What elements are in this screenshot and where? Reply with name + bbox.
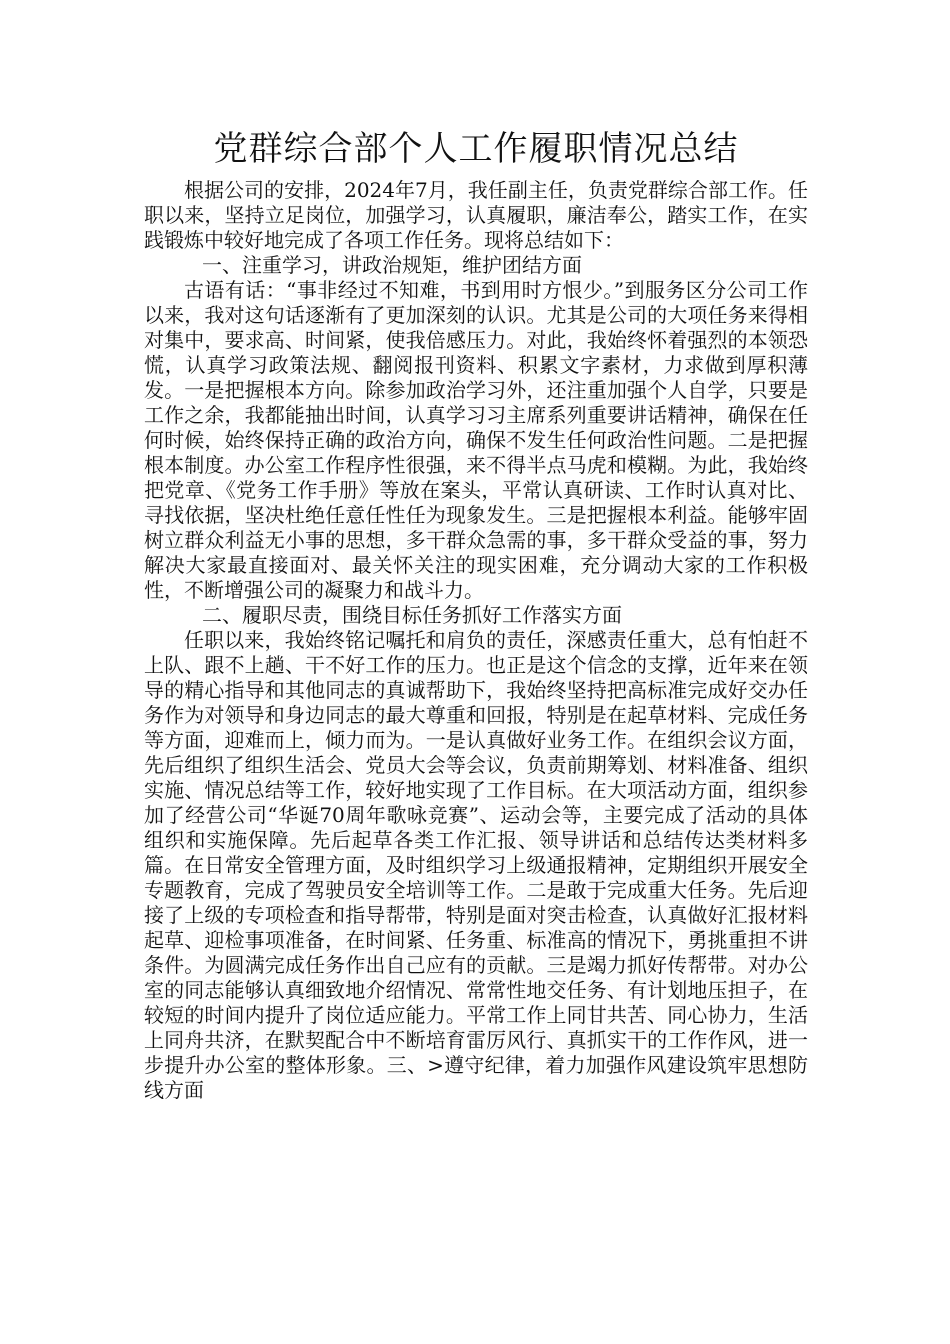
document-content <box>144 126 808 1103</box>
section-2-heading: 二、履职尽责，围绕目标任务抓好工作落实方面 <box>202 603 622 627</box>
section-2-body: 任职以来，我始终铭记嘱托和肩负的责任，深感责任重大，总有怕赶不上队、跟不上趟、干不好工作的压力。也正是这个信念的支撑，近年来在领导的精心指导和其他同志的真诚帮助下，我始终坚持把高标准完成好交办任务作为对领导和身边同志的最大尊重和回报，特别是在起草材料、完成任务等方面，迎难而上，倾力而为。一是认真做好业务工作。在组织会议方面，先后组织了组织生活会、党员大会等会议，负责前期筹划、材料准备、组织实施、情况总结等工作，较好地实现了工作目标。在大项活动方面，组织参加了经营公司“华诞70周年歌咏竞赛”、运动会等，主要完成了活动的具体组织和实施保障。先后起草各类工作汇报、领导讲话和总结传达类材料多篇。在日常安全管理方面，及时组织学习上级通报精神，定期组织开展安全专题教育，完成了驾驶员安全培训等工作。二是敢于完成重大任务。先后迎接了上级的专项检查和指导帮带，特别是面对突击检查，认真做好汇报材料起草、迎检事项准备，在时间紧、任务重、标准高的情况下，勇挑重担不讲条件。为圆满完成任务作出自己应有的贡献。三是竭力抓好传帮带。对办公室的同志能够认真细致地介绍情况、常常性地交任务、有计划地压担子，在较短的时间内提升了岗位适应能力。平常工作上同甘共苦、同心协力，生活上同舟共济，在默契配合中不断培育雷厉风行、真抓实干的工作作风，进一步提升办公室的整体形象。三、>遵守纪律，着力加强作风建设筑牢思想防线方面 <box>144 628 808 1102</box>
document-title: 党群综合部个人工作履职情况总结 <box>213 129 739 169</box>
intro-paragraph: 根据公司的安排，2024年7月，我任副主任，负责党群综合部工作。任职以来，坚持立足岗位，加强学习，认真履职，廉洁奉公，踏实工作，在实践锻炼中较好地完成了各项工作任务。现将总结如下： <box>144 178 808 252</box>
section-1-body: 古语有话：“事非经过不知难，书到用时方恨少。”到服务区分公司工作以来，我对这句话逐渐有了更加深刻的认识。尤其是公司的大项任务来得相对集中，要求高、时间紧，使我倍感压力。对此，我始终怀着强烈的本领恐慌，认真学习政策法规、翻阅报刊资料、积累文字素材，力求做到厚积薄发。一是把握根本方向。除参加政治学习外，还注重加强个人自学，只要是工作之余，我都能抽出时间，认真学习习主席系列重要讲话精神，确保在任何时候，始终保持正确的政治方向，确保不发生任何政治性问题。二是把握根本制度。办公室工作程序性很强，来不得半点马虎和模糊。为此，我始终把党章、《党务工作手册》等放在案头，平常认真研读、工作时认真对比、寻找依据，坚决杜绝任意任性任为现象发生。三是把握根本利益。能够牢固树立群众利益无小事的思想，多干群众急需的事，多干群众受益的事，努力解决大家最直接面对、最关怀关注的现实困难，充分调动大家的工作积极性，不断增强公司的凝聚力和战斗力。 <box>144 278 808 602</box>
section-1-heading: 一、注重学习，讲政治规矩，维护团结方面 <box>202 253 582 277</box>
